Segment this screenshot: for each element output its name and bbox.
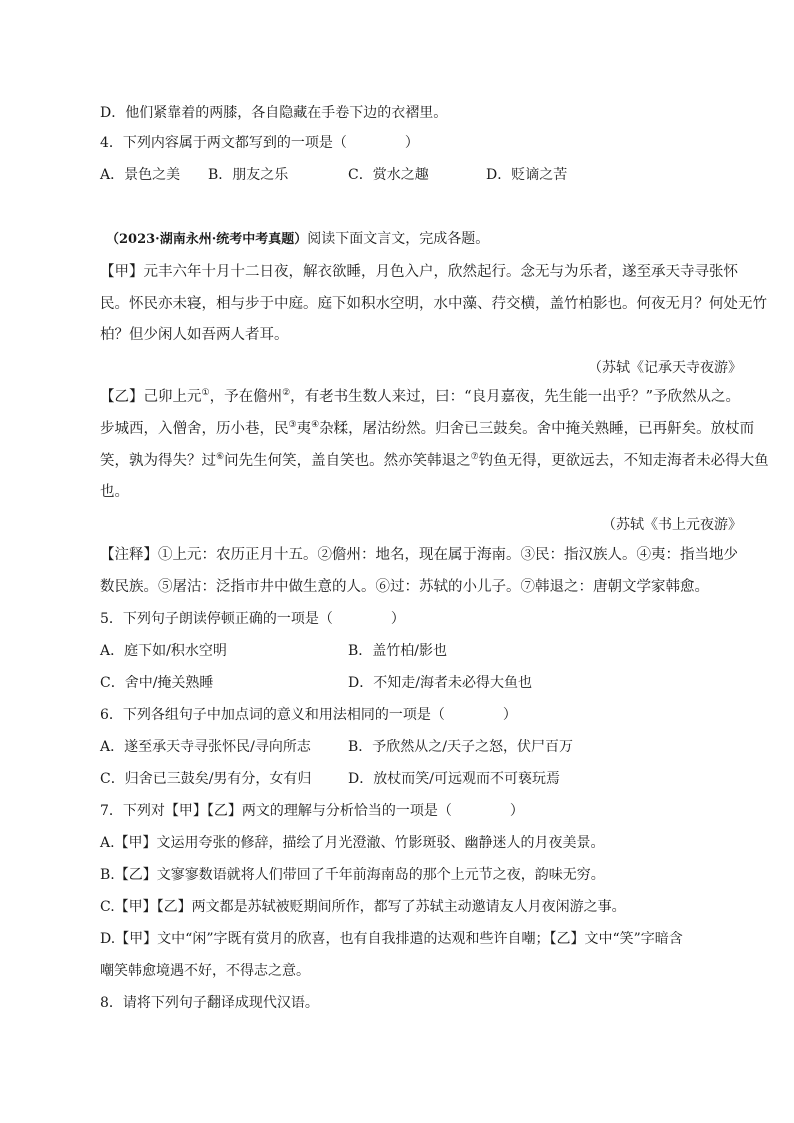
notes-line-2: 数民族。⑤屠沽：泛指市井中做生意的人。⑥过：苏轼的小儿子。⑦韩退之：唐朝文学家韩愈。 xyxy=(100,579,709,595)
note-mark-2: ② xyxy=(282,388,291,399)
q7-stem xyxy=(100,801,524,821)
q6-stem-close: ） xyxy=(502,707,517,723)
notes-line-1: 【注释】①上元：农历正月十五。②儋州：地名，现在属于海南。③民：指汉族人。④夷：指当地少 xyxy=(100,547,738,563)
section-source-tag: （2023·湖南永州·统考中考真题） xyxy=(106,232,308,247)
yi-line-4: 也。 xyxy=(100,484,129,500)
yi-line-3 xyxy=(100,451,769,471)
q4-stem xyxy=(100,133,419,153)
q5-option-d: D．不知走/海者未必得大鱼也 xyxy=(348,675,532,691)
yi-line-2-c: 杂糅，屠沽 xyxy=(319,421,392,437)
q7-option-a: A.【甲】文运用夸张的修辞，描绘了月光澄澈、竹影斑驳、幽静迷人的月夜美景。 xyxy=(100,835,605,851)
q4-stem-text: 4．下列内容属于两文都写到的一项是（ xyxy=(100,135,347,151)
yi-line-2-a: 步城西，入僧舍，历小巷，民 xyxy=(100,421,289,437)
q5-option-b: B．盖竹柏/影也 xyxy=(348,643,448,659)
q6-options-row-1 xyxy=(100,737,573,757)
q5-option-c: C．舍中/掩关熟睡 xyxy=(100,675,214,691)
q7-option-c: C.【甲】【乙】两文都是苏轼被贬期间所作，都写了苏轼主动邀请友人月夜闲游之事。 xyxy=(100,899,626,915)
note-mark-4: ④ xyxy=(311,420,320,431)
q4-option-d: D．贬谪之苦 xyxy=(486,167,568,183)
yi-line-1-b: ，予在儋州 xyxy=(209,389,283,405)
q6-options-row-2 xyxy=(100,769,560,789)
q7-option-d-line-2: 嘲笑韩愈境遇不好，不得志之意。 xyxy=(100,963,310,979)
q4-option-b: B．朋友之乐 xyxy=(208,167,289,183)
q4-option-c: C．赏水之趣 xyxy=(348,167,429,183)
yi-line-2 xyxy=(100,419,754,439)
yi-line-1 xyxy=(100,387,740,407)
q6-stem-text: 6．下列各组句子中加点词的意义和用法相同的一项是（ xyxy=(100,707,445,723)
q6-option-d: D．放杖而笑/可远观而不可亵玩焉 xyxy=(348,771,560,787)
q5-options-row-2 xyxy=(100,673,532,693)
section-header xyxy=(106,229,489,250)
q5-stem-text: 5．下列句子朗读停顿正确的一项是（ xyxy=(100,611,333,627)
yi-line-3-b: 问先生何笑，盖自笑也。然亦笑韩退之 xyxy=(224,453,471,469)
q4-stem-close: ） xyxy=(404,135,419,151)
yi-line-3-a: 笑，孰为得失？过 xyxy=(100,453,216,469)
q5-options-row-1 xyxy=(100,641,447,661)
yi-line-1-a: 【乙】己卯上元 xyxy=(100,389,202,405)
section-instruction: 阅读下面文言文，完成各题。 xyxy=(307,231,490,247)
yi-line-2-d: 纷然。归舍已三鼓矣。舍中掩关熟睡，已再鼾矣。放杖而 xyxy=(391,421,755,437)
yi-source: （苏轼《书上元夜游》 xyxy=(602,517,742,533)
note-mark-7: ⑦ xyxy=(470,452,479,463)
q7-option-d-line-1: D.【甲】文中“闲”字既有赏月的欣喜，也有自我排遣的达观和些许自嘲；【乙】文中“笑”字暗含 xyxy=(100,931,683,947)
q7-stem-close: ） xyxy=(509,803,524,819)
jia-line-3: 柏？但少闲人如吾两人者耳。 xyxy=(100,327,289,343)
jia-line-1: 【甲】元丰六年十月十二日夜，解衣欲睡，月色入户，欣然起行。念无与为乐者，遂至承天寺寻张怀 xyxy=(100,264,738,280)
q5-stem-close: ） xyxy=(390,611,405,627)
yi-line-1-c: ，有老书生数人来过，曰：“良月嘉夜，先生能一出乎？”予欣然从之。 xyxy=(290,389,740,405)
q4-options xyxy=(100,165,567,185)
note-mark-6: ⑥ xyxy=(216,452,225,463)
jia-source: （苏轼《记承天寺夜游》 xyxy=(588,360,742,376)
q5-option-a: A．庭下如/积水空明 xyxy=(100,643,227,659)
q8-stem: 8．请将下列句子翻译成现代汉语。 xyxy=(100,995,319,1011)
q4-option-a: A．景色之美 xyxy=(100,167,181,183)
q7-option-b: B.【乙】文寥寥数语就将人们带回了千年前海南岛的那个上元节之夜，韵味无穷。 xyxy=(100,867,605,883)
q6-stem xyxy=(100,705,517,725)
yi-line-3-c: 钓鱼无得，更欲远去，不知走海者未必得大鱼 xyxy=(478,453,769,469)
q6-option-a: A．遂至承天寺寻张怀民/寻向所志 xyxy=(100,739,311,755)
note-mark-3: ③ xyxy=(288,420,297,431)
q6-option-b: B．予欣然从之/天子之怒，伏尸百万 xyxy=(348,739,574,755)
jia-line-2: 民。怀民亦未寝，相与步于中庭。庭下如积水空明，水中藻、荇交横，盖竹柏影也。何夜无月？何处无竹 xyxy=(100,296,767,312)
q5-stem xyxy=(100,609,405,629)
note-mark-1: ① xyxy=(201,388,210,399)
yi-line-2-b: 夷 xyxy=(296,421,312,437)
q7-stem-text: 7．下列对【甲】【乙】两文的理解与分析恰当的一项是（ xyxy=(100,803,452,819)
q6-option-c: C．归舍已三鼓矣/男有分，女有归 xyxy=(100,771,312,787)
q3-option-d: D．他们紧靠着的两膝，各自隐藏在手卷下边的衣褶里。 xyxy=(100,105,448,121)
